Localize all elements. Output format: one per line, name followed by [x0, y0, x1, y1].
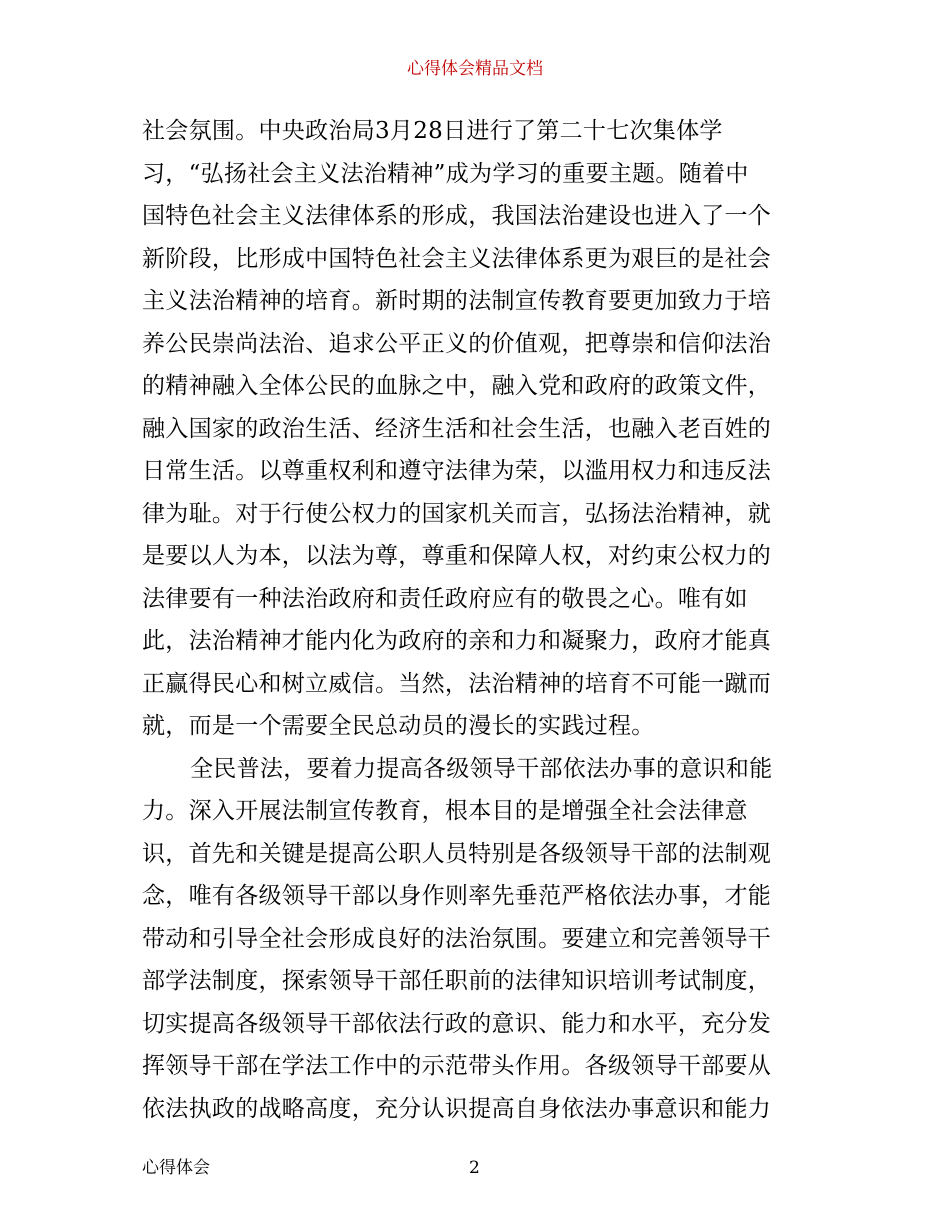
footer-label: 心得体会 — [142, 1158, 210, 1178]
text-line: 带动和引导全社会形成良好的法治氛围。要建立和完善领导干 — [142, 925, 772, 952]
text-line: 律为耻。对于行使公权力的国家机关而言，弘扬法治精神，就 — [142, 500, 772, 527]
text-line: 力。深入开展法制宣传教育，根本目的是增强全社会法律意 — [142, 798, 748, 824]
text-line: 习，“弘扬社会主义法治精神”成为学习的重要主题。随着中 — [142, 160, 749, 187]
text-line: 正赢得民心和树立威信。当然，法治精神的培育不可能一蹴而 — [142, 670, 772, 697]
text-line: 养公民崇尚法治、追求公平正义的价值观，把尊崇和信仰法治 — [142, 330, 772, 357]
text-line: 融入国家的政治生活、经济生活和社会生活，也融入老百姓的 — [142, 415, 772, 442]
text-line: 念，唯有各级领导干部以身作则率先垂范严格依法办事，才能 — [142, 883, 772, 909]
text-line: 依法执政的战略高度，充分认识提高自身依法办事意识和能力 — [142, 1095, 772, 1122]
document-body — [142, 110, 812, 1130]
text-line: 此，法治精神才能内化为政府的亲和力和凝聚力，政府才能真 — [142, 628, 772, 654]
text-line: 挥领导干部在学法工作中的示范带头作用。各级领导干部要从 — [142, 1053, 772, 1079]
text-line: 国特色社会主义法律体系的形成，我国法治建设也进入了一个 — [142, 203, 772, 229]
page-header-title: 心得体会精品文档 — [407, 59, 543, 79]
text-line: 日常生活。以尊重权利和遵守法律为荣，以滥用权力和违反法 — [142, 458, 772, 484]
text-line: 切实提高各级领导干部依法行政的意识、能力和水平，充分发 — [142, 1010, 772, 1037]
text-line: 识，首先和关键是提高公职人员特别是各级领导干部的法制观 — [142, 840, 772, 867]
paragraph-first-line: 全民普法，要着力提高各级领导干部依法办事的意识和能 — [190, 755, 773, 782]
text-line: 法律要有一种法治政府和责任政府应有的敬畏之心。唯有如 — [142, 585, 748, 612]
text-line: 新阶段，比形成中国特色社会主义法律体系更为艰巨的是社会 — [142, 245, 772, 272]
text-line: 就，而是一个需要全民总动员的漫长的实践过程。 — [142, 713, 655, 739]
text-line: 主义法治精神的培育。新时期的法制宣传教育要更加致力于培 — [142, 288, 772, 314]
text-line: 的精神融入全体公民的血脉之中，融入党和政府的政策文件， — [142, 373, 772, 399]
text-line: 是要以人为本，以法为尊，尊重和保障人权，对约束公权力的 — [142, 543, 772, 569]
text-line: 社会氛围。中央政治局3月28日进行了第二十七次集体学 — [142, 118, 723, 144]
page-number: 2 — [469, 1158, 480, 1178]
text-line: 部学法制度，探索领导干部任职前的法律知识培训考试制度， — [142, 968, 772, 994]
